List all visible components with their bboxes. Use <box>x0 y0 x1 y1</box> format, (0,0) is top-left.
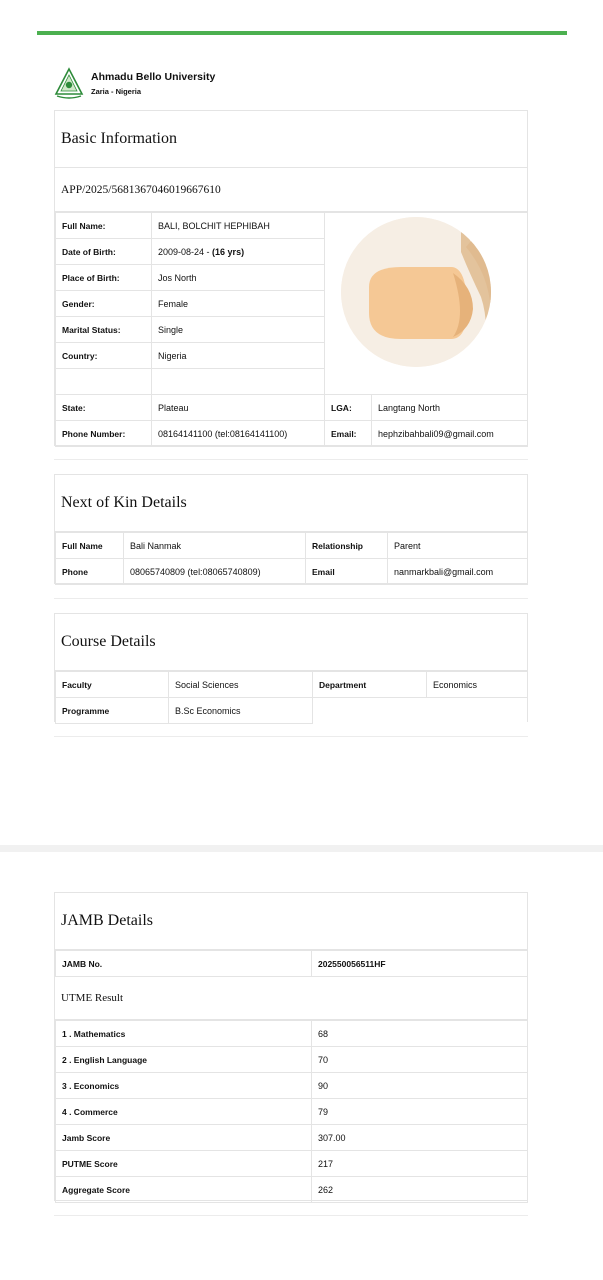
aggregate-score-label: Aggregate Score <box>56 1177 312 1203</box>
jamb-details-title: JAMB Details <box>55 893 527 950</box>
country-value: Nigeria <box>152 343 325 369</box>
gender-label: Gender: <box>56 291 152 317</box>
phone-number-label: Phone Number: <box>56 421 152 447</box>
place-of-birth-label: Place of Birth: <box>56 265 152 291</box>
jamb-number-value: 202550056511HF <box>312 951 528 977</box>
subject-commerce-score: 79 <box>312 1099 528 1125</box>
table-row <box>56 698 528 724</box>
application-number: APP/2025/5681367046019667610 <box>55 168 527 212</box>
date-of-birth-date: 2009-08-24 - <box>158 246 213 257</box>
kin-phone-label: Phone <box>56 559 124 585</box>
putme-score-value: 217 <box>312 1151 528 1177</box>
jamb-number-label: JAMB No. <box>56 951 312 977</box>
course-details-panel <box>54 613 528 722</box>
email-value[interactable]: hephzibahbali09@gmail.com <box>372 421 528 447</box>
marital-status-value: Single <box>152 317 325 343</box>
empty-cell <box>152 369 325 395</box>
programme-label: Programme <box>56 698 169 724</box>
top-accent-bar <box>37 31 567 35</box>
passport-photo <box>341 217 491 367</box>
state-label: State: <box>56 395 152 421</box>
table-row <box>56 1125 528 1151</box>
table-row <box>56 533 528 559</box>
jamb-number-table <box>55 950 528 977</box>
section-divider <box>54 598 528 599</box>
table-row <box>56 395 528 421</box>
full-name-value: BALI, BOLCHIT HEPHIBAH <box>152 213 325 239</box>
table-row <box>56 1047 528 1073</box>
jamb-score-label: Jamb Score <box>56 1125 312 1151</box>
table-row <box>56 672 528 698</box>
subject-commerce-label: 4 . Commerce <box>56 1099 312 1125</box>
putme-score-label: PUTME Score <box>56 1151 312 1177</box>
subject-mathematics-label: 1 . Mathematics <box>56 1021 312 1047</box>
country-label: Country: <box>56 343 152 369</box>
next-of-kin-panel <box>54 474 528 584</box>
table-row <box>56 1021 528 1047</box>
table-row <box>56 421 528 447</box>
next-of-kin-table <box>55 532 528 585</box>
jamb-score-value: 307.00 <box>312 1125 528 1151</box>
university-name: Ahmadu Bello University <box>91 70 216 83</box>
abu-crest-icon <box>54 67 84 99</box>
department-label: Department <box>313 672 427 698</box>
kin-phone-value[interactable]: 08065740809 (tel:08065740809) <box>124 559 306 585</box>
marital-status-label: Marital Status: <box>56 317 152 343</box>
kin-relationship-value: Parent <box>388 533 528 559</box>
section-divider <box>54 459 528 460</box>
jamb-details-panel <box>54 892 528 1201</box>
table-row <box>56 559 528 585</box>
age-value: (16 yrs) <box>212 246 245 257</box>
place-of-birth-value: Jos North <box>152 265 325 291</box>
next-of-kin-title: Next of Kin Details <box>55 475 527 532</box>
kin-relationship-label: Relationship <box>306 533 388 559</box>
university-location: Zaria - Nigeria <box>91 86 142 96</box>
aggregate-score-value: 262 <box>312 1177 528 1203</box>
subject-economics-score: 90 <box>312 1073 528 1099</box>
section-divider <box>54 1215 528 1216</box>
empty-cell <box>313 698 427 724</box>
table-row <box>56 1177 528 1203</box>
faculty-label: Faculty <box>56 672 169 698</box>
basic-information-title: Basic Information <box>55 111 527 168</box>
date-of-birth-label: Date of Birth: <box>56 239 152 265</box>
utme-result-table <box>55 1020 528 1203</box>
course-details-title: Course Details <box>55 614 527 671</box>
section-divider <box>54 736 528 737</box>
gender-value: Female <box>152 291 325 317</box>
table-row <box>56 1073 528 1099</box>
subject-english-label: 2 . English Language <box>56 1047 312 1073</box>
lga-label: LGA: <box>325 395 372 421</box>
faculty-value: Social Sciences <box>169 672 313 698</box>
kin-name-label: Full Name <box>56 533 124 559</box>
basic-info-table <box>55 212 528 447</box>
kin-email-label: Email <box>306 559 388 585</box>
date-of-birth-value <box>152 239 325 265</box>
full-name-label: Full Name: <box>56 213 152 239</box>
photo-image-icon <box>341 217 491 367</box>
lga-value: Langtang North <box>372 395 528 421</box>
subject-economics-label: 3 . Economics <box>56 1073 312 1099</box>
basic-information-panel <box>54 110 528 446</box>
state-value: Plateau <box>152 395 325 421</box>
programme-value: B.Sc Economics <box>169 698 313 724</box>
kin-email-value[interactable]: nanmarkbali@gmail.com <box>388 559 528 585</box>
university-header <box>54 66 215 100</box>
subject-mathematics-score: 68 <box>312 1021 528 1047</box>
table-row <box>56 1099 528 1125</box>
table-row <box>56 1151 528 1177</box>
email-label: Email: <box>325 421 372 447</box>
kin-name-value: Bali Nanmak <box>124 533 306 559</box>
empty-cell <box>56 369 152 395</box>
table-row <box>56 213 528 239</box>
table-row <box>56 951 528 977</box>
empty-cell <box>427 698 528 724</box>
page-break-band <box>0 845 603 852</box>
subject-english-score: 70 <box>312 1047 528 1073</box>
utme-result-title: UTME Result <box>55 977 527 1020</box>
department-value: Economics <box>427 672 528 698</box>
course-details-table <box>55 671 528 724</box>
phone-number-value[interactable]: 08164141100 (tel:08164141100) <box>152 421 325 447</box>
passport-photo-cell <box>325 213 528 395</box>
